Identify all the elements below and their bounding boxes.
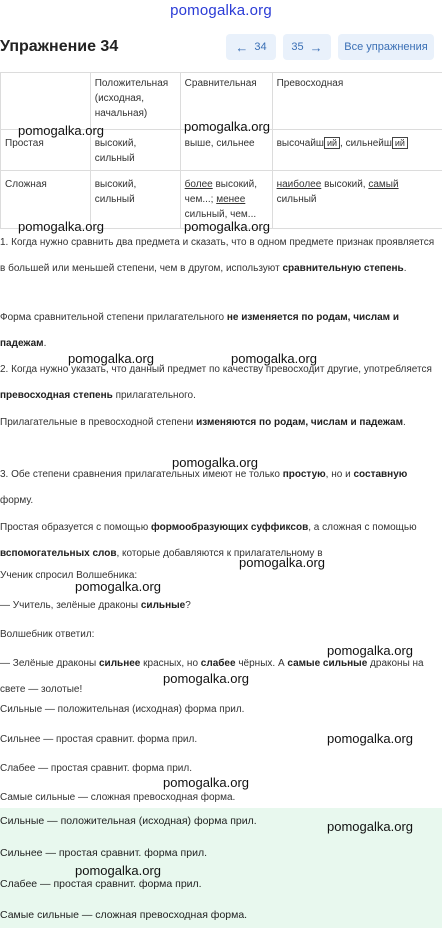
theory-paragraph-6: Простая образуется с помощью формообразующих суффиксов, а сложная с помощью вспомогательных слов, которые добавляются к прилагательному в: [0, 522, 417, 559]
row-name-cell: Сложная: [1, 171, 91, 229]
superlative-cell: высочайш ий , сильнейш ий: [272, 130, 442, 171]
comparison-table: [0, 72, 442, 229]
comparative-word: сильнее: [216, 138, 255, 149]
helper-word: более: [184, 179, 213, 190]
superlative-text: высокий,: [321, 179, 366, 190]
helper-word: наиболее: [276, 179, 322, 190]
table-header-cell: Превосходная: [272, 73, 442, 130]
watermark: pomogalka.org: [327, 731, 413, 746]
theory-paragraph-5: 3. Обе степени сравнения прилагательных имеют не только простую, но и составную форму.: [0, 469, 408, 506]
watermark: pomogalka.org: [163, 671, 249, 686]
watermark: pomogalka.org: [18, 219, 104, 234]
table-header-cell: Сравнительная: [180, 73, 272, 130]
watermark: pomogalka.org: [327, 643, 413, 658]
superlative-stem: высочайш: [276, 138, 324, 149]
all-exercises-button[interactable]: Все упражнения: [338, 34, 434, 60]
suffix-box: ий: [324, 137, 340, 149]
theory-paragraph-2: Форма сравнительной степени прилагательного не изменяется по родам, числам и падежам.: [0, 312, 399, 349]
next-exercise-label: 35: [291, 41, 304, 53]
story-line: Слабее — простая сравнит. форма прил.: [0, 763, 192, 774]
superlative-text: сильный: [276, 194, 317, 205]
prev-exercise-label: 34: [254, 41, 267, 53]
story-line: Сильнее — простая сравнит. форма прил.: [0, 734, 198, 745]
watermark: pomogalka.org: [18, 123, 104, 138]
exercise-header: [0, 34, 442, 64]
page-title: Упражнение 34: [0, 38, 119, 55]
arrow-right-icon: →: [309, 39, 323, 55]
answer-line: Сильные — положительная (исходная) форма прил.: [0, 815, 257, 827]
watermark: pomogalka.org: [327, 819, 413, 834]
helper-word: самый: [368, 179, 399, 190]
row-name-cell: Простая: [1, 130, 91, 171]
watermark: pomogalka.org: [184, 119, 270, 134]
watermark: pomogalka.org: [172, 455, 258, 470]
story-line: — Учитель, зелёные драконы сильные?: [0, 600, 191, 611]
theory-paragraph-4: Прилагательные в превосходной степени изменяются по родам, числам и падежам.: [0, 417, 406, 428]
comparative-word: выше: [184, 138, 211, 149]
positive-cell: высокий, сильный: [90, 130, 180, 171]
watermark: pomogalka.org: [75, 579, 161, 594]
theory-paragraph-1: 1. Когда нужно сравнить два предмета и сказать, что в одном предмете признак проявляется в большей или меньшей степени, чем в другом, используют сравнительную степень.: [0, 237, 435, 274]
watermark: pomogalka.org: [231, 351, 317, 366]
suffix-box: ий: [392, 137, 408, 149]
superlative-cell: [272, 171, 442, 229]
watermark: pomogalka.org: [163, 775, 249, 790]
arrow-left-icon: ←: [235, 39, 249, 55]
comparative-text: высокий,: [212, 179, 257, 190]
story-line: — Зелёные драконы сильнее красных, но слабее чёрных. А самые сильные драконы на свете — золотые!: [0, 658, 424, 695]
theory-paragraph-3: 2. Когда нужно указать, что данный предмет по качеству превосходит другие, употребляется превосходная степень прилагательного.: [0, 364, 432, 401]
table-header-cell: [1, 73, 91, 130]
story-line: Ученик спросил Волшебника:: [0, 570, 138, 581]
story-line: Волшебник ответил:: [0, 629, 95, 640]
positive-cell: высокий, сильный: [90, 171, 180, 229]
comparative-text: чем...;: [184, 194, 214, 205]
comparative-cell: выше, сильнее: [180, 130, 272, 171]
watermark: pomogalka.org: [68, 351, 154, 366]
helper-word: менее: [216, 194, 246, 205]
prev-exercise-button[interactable]: [226, 34, 276, 60]
table-header-cell: Положительная (исходная, начальная): [90, 73, 180, 130]
story-line: Сильные — положительная (исходная) форма прил.: [0, 704, 245, 715]
site-url[interactable]: pomogalka.org: [170, 2, 272, 19]
watermark: pomogalka.org: [239, 555, 325, 570]
comparative-text: сильный, чем...: [184, 209, 257, 220]
answer-line: Слабее — простая сравнит. форма прил.: [0, 878, 202, 890]
answer-line: Самые сильные — сложная превосходная форма.: [0, 909, 248, 921]
watermark: pomogalka.org: [75, 863, 161, 878]
next-exercise-button[interactable]: [283, 34, 331, 60]
answer-line: Сильнее — простая сравнит. форма прил.: [0, 847, 207, 859]
watermark: pomogalka.org: [184, 219, 270, 234]
superlative-stem: сильнейш: [345, 138, 392, 149]
story-line: Самые сильные — сложная превосходная форма.: [0, 792, 236, 803]
